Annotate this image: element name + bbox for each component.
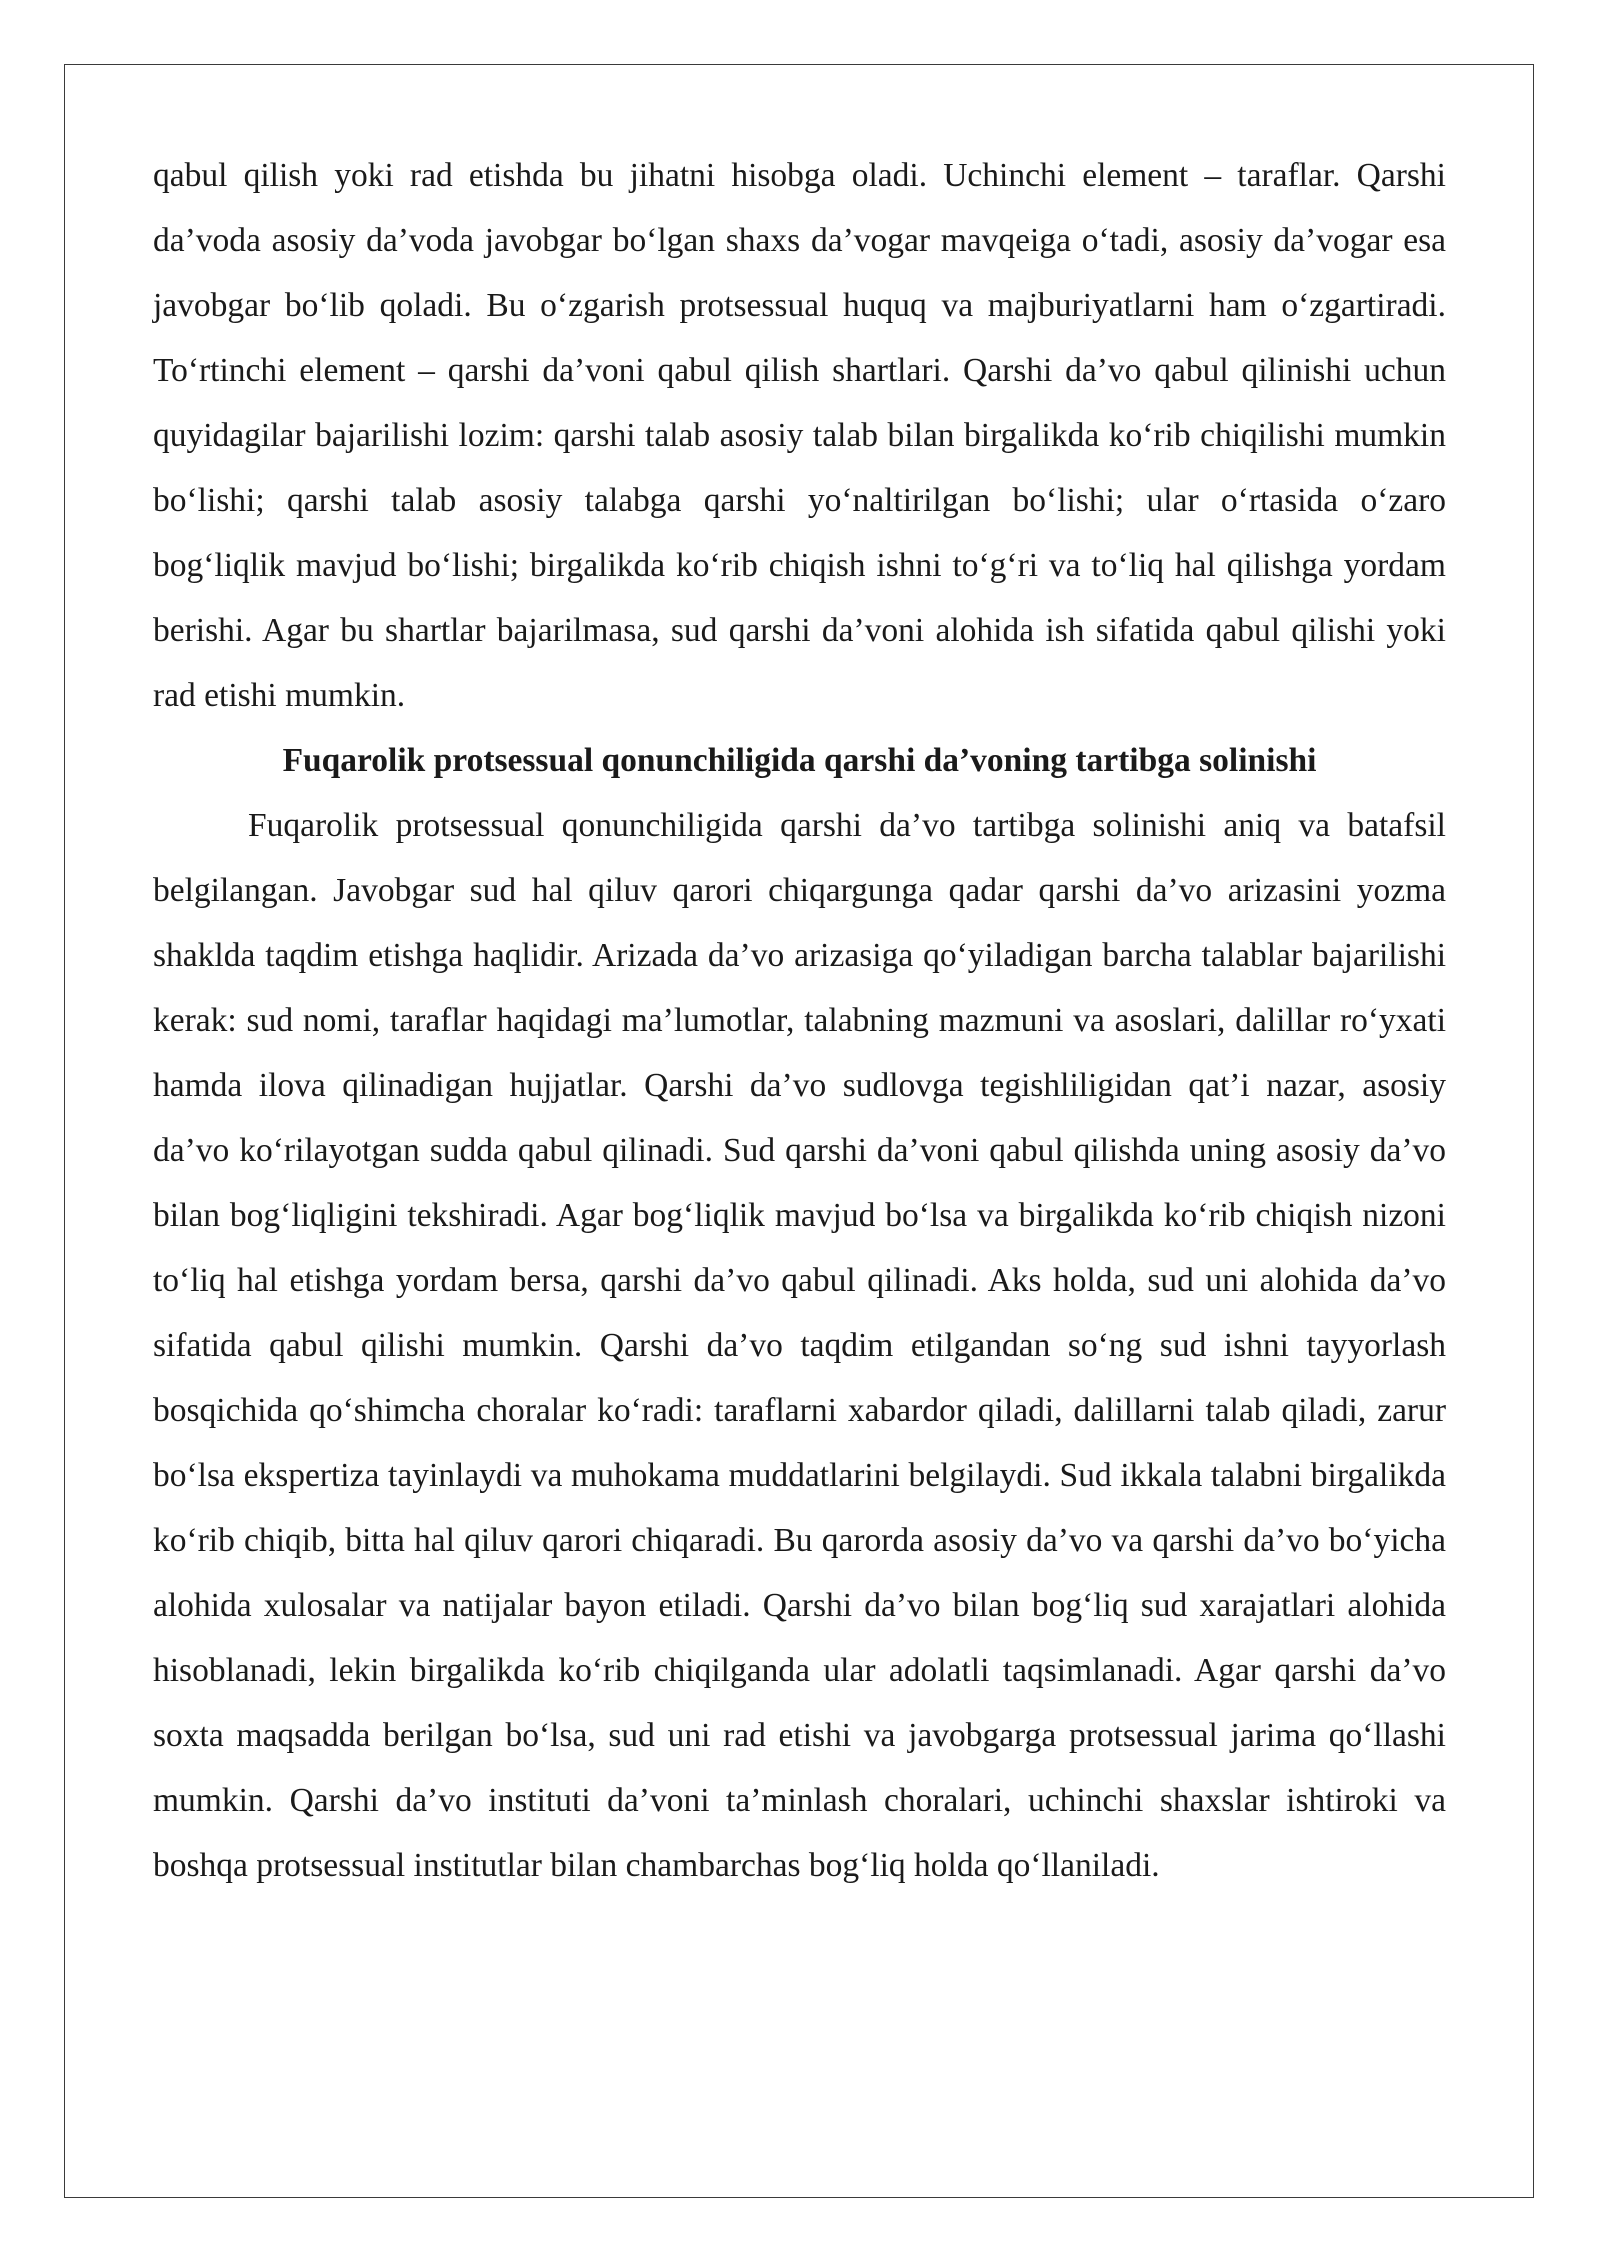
document-body — [153, 143, 1446, 1898]
section-heading: Fuqarolik protsessual qonunchiligida qarshi da’voning tartibga solinishi — [282, 742, 1317, 779]
paragraph-continued: qabul qilish yoki rad etishda bu jihatni hisobga oladi. Uchinchi element – taraflar. Qarshi da’voda asosiy da’voda javobgar bo‘lgan shaxs da’vogar mavqeiga o‘tadi, asosiy da’vogar esa javobgar bo‘lib qoladi. Bu o‘zgarish protsessual huquq va majburiyatlarni ham o‘zgartiradi. To‘rtinchi element – qarshi da’voni qabul qilish shartlari. Qarshi da’vo qabul qilinishi uchun quyidagilar bajarilishi lozim: qarshi talab asosiy talab bilan birgalikda ko‘rib chiqilishi mumkin bo‘lishi; qarshi talab asosiy talabga qarshi yo‘naltirilgan bo‘lishi; ular o‘rtasida o‘zaro bog‘liqlik mavjud bo‘lishi; birgalikda ko‘rib chiqish ishni to‘g‘ri va to‘liq hal qilishga yordam berishi. Agar bu shartlar bajarilmasa, sud qarshi da’voni alohida ish sifatida qabul qilishi yoki rad etishi mumkin. — [153, 157, 1446, 714]
paragraph-regulation: Fuqarolik protsessual qonunchiligida qarshi da’vo tartibga solinishi aniq va batafsil belgilangan. Javobgar sud hal qiluv qarori chiqargunga qadar qarshi da’vo arizasini yozma shaklda taqdim etishga haqlidir. Arizada da’vo arizasiga qo‘yiladigan barcha talablar bajarilishi kerak: sud nomi, taraflar haqidagi ma’lumotlar, talabning mazmuni va asoslari, dalillar ro‘yxati hamda ilova qilinadigan hujjatlar. Qarshi da’vo sudlovga tegishliligidan qat’i nazar, asosiy da’vo ko‘rilayotgan sudda qabul qilinadi. Sud qarshi da’voni qabul qilishda uning asosiy da’vo bilan bog‘liqligini tekshiradi. Agar bog‘liqlik mavjud bo‘lsa va birgalikda ko‘rib chiqish nizoni to‘liq hal etishga yordam bersa, qarshi da’vo qabul qilinadi. Aks holda, sud uni alohida da’vo sifatida qabul qilishi mumkin. Qarshi da’vo taqdim etilgandan so‘ng sud ishni tayyorlash bosqichida qo‘shimcha choralar ko‘radi: taraflarni xabardor qiladi, dalillarni talab qiladi, zarur bo‘lsa ekspertiza tayinlaydi va muhokama muddatlarini belgilaydi. Sud ikkala talabni birgalikda ko‘rib chiqib, bitta hal qiluv qarori chiqaradi. Bu qarorda asosiy da’vo va qarshi da’vo bo‘yicha alohida xulosalar va natijalar bayon etiladi. Qarshi da’vo bilan bog‘liq sud xarajatlari alohida hisoblanadi, lekin birgalikda ko‘rib chiqilganda ular adolatli taqsimlanadi. Agar qarshi da’vo soxta maqsadda berilgan bo‘lsa, sud uni rad etishi va javobgarga protsessual jarima qo‘llashi mumkin. Qarshi da’vo instituti da’voni ta’minlash choralari, uchinchi shaxslar ishtiroki va boshqa protsessual institutlar bilan chambarchas bog‘liq holda qo‘llaniladi. — [153, 807, 1446, 1884]
